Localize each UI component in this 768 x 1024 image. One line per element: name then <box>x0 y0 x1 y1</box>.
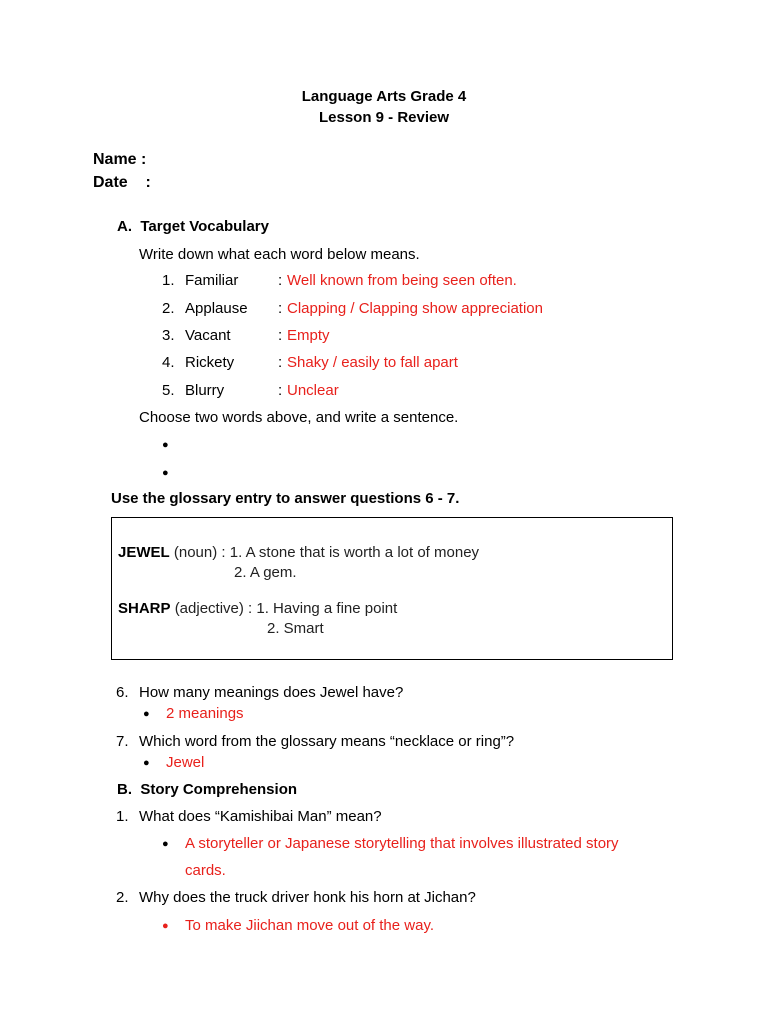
question-answer-continued: cards. <box>185 862 226 879</box>
lesson-title: Lesson 9 - Review <box>318 109 450 126</box>
question-answer: 2 meanings <box>166 705 244 722</box>
vocab-answer: Clapping / Clapping show appreciation <box>287 300 543 317</box>
question-number: 1. <box>116 808 129 825</box>
vocab-number: 3. <box>162 327 175 344</box>
vocab-separator: : <box>278 354 283 371</box>
vocab-separator: : <box>278 300 283 317</box>
vocab-separator: : <box>278 272 283 289</box>
question-text: Why does the truck driver honk his horn at Jichan? <box>139 889 476 906</box>
question-number: 7. <box>116 733 129 750</box>
glossary-definition: (adjective) : 1. Having a fine point <box>174 600 398 617</box>
question-answer: A storyteller or Japanese storytelling that involves illustrated story <box>185 835 619 852</box>
vocab-instruction: Write down what each word below means. <box>139 246 420 263</box>
vocab-answer: Unclear <box>287 382 339 399</box>
question-text: Which word from the glossary means “necklace or ring”? <box>139 733 515 750</box>
section-a-heading: A. Target Vocabulary <box>117 218 269 235</box>
sentence-bullet: ● <box>162 439 169 451</box>
vocab-word: Rickety <box>185 354 235 371</box>
answer-bullet: ● <box>162 920 169 932</box>
name-label: Name : <box>93 151 147 168</box>
vocab-word: Blurry <box>185 382 225 399</box>
glossary-entry-sharp <box>118 600 397 617</box>
vocab-answer: Empty <box>287 327 330 344</box>
question-answer: To make Jiichan move out of the way. <box>185 917 435 934</box>
answer-bullet: ● <box>143 757 150 769</box>
sentence-bullet: ● <box>162 467 169 479</box>
glossary-instruction: Use the glossary entry to answer questions 6 - 7. <box>111 490 460 507</box>
vocab-number: 2. <box>162 300 175 317</box>
glossary-meaning: 2. Smart <box>267 620 324 637</box>
glossary-meaning: 2. A gem. <box>234 564 297 581</box>
vocab-separator: : <box>278 327 283 344</box>
vocab-word: Applause <box>185 300 248 317</box>
worksheet-title: Language Arts Grade 4 <box>301 88 467 105</box>
vocab-answer: Shaky / easily to fall apart <box>287 354 458 371</box>
answer-bullet: ● <box>162 838 169 850</box>
question-number: 6. <box>116 684 129 701</box>
vocab-word: Vacant <box>185 327 231 344</box>
answer-bullet: ● <box>143 708 150 720</box>
glossary-term: SHARP <box>118 600 171 617</box>
glossary-term: JEWEL <box>118 544 170 561</box>
vocab-separator: : <box>278 382 283 399</box>
question-number: 2. <box>116 889 129 906</box>
vocab-answer: Well known from being seen often. <box>287 272 517 289</box>
question-text: What does “Kamishibai Man” mean? <box>139 808 382 825</box>
glossary-box <box>111 517 673 660</box>
glossary-entry-jewel <box>118 544 479 561</box>
question-answer: Jewel <box>166 754 205 771</box>
vocab-number: 4. <box>162 354 175 371</box>
sentence-prompt: Choose two words above, and write a sentence. <box>139 409 459 426</box>
glossary-definition: (noun) : 1. A stone that is worth a lot of money <box>173 544 480 561</box>
vocab-number: 5. <box>162 382 175 399</box>
question-text: How many meanings does Jewel have? <box>139 684 404 701</box>
vocab-number: 1. <box>162 272 175 289</box>
date-label: Date : <box>93 174 151 191</box>
section-b-heading: B. Story Comprehension <box>117 781 298 798</box>
vocab-word: Familiar <box>185 272 239 289</box>
